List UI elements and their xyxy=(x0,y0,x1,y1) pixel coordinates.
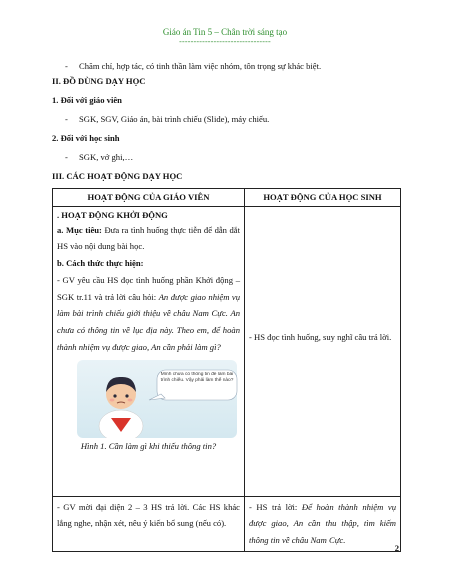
gv-task-2: - GV mời đại diện 2 – 3 HS trả lời. Các HS khác lắng nghe, nhận xét, nêu ý kiến bổ sung (nếu có). xyxy=(57,501,240,529)
teacher-item: - SGK, SGV, Giáo án, bài trình chiếu (Slide), máy chiếu. xyxy=(65,114,270,124)
table-row xyxy=(53,206,401,496)
table-row xyxy=(53,496,401,551)
objective: a. Mục tiêu: Đưa ra tình huống thực tiễn để dẫn dắt HS vào nội dung bài học. xyxy=(57,224,241,252)
teacher-heading: 1. Đối với giáo viên xyxy=(52,95,122,105)
student-cell xyxy=(245,496,401,551)
student-item: - SGK, vở ghi,… xyxy=(65,152,134,162)
teacher-column-header: HOẠT ĐỘNG CỦA GIÁO VIÊN xyxy=(53,189,245,207)
activity-title: . HOẠT ĐỘNG KHỞI ĐỘNG xyxy=(57,209,168,220)
table-header-row xyxy=(53,189,401,207)
document-title: Giáo án Tin 5 – Chân trời sáng tạo xyxy=(162,27,288,37)
page-header xyxy=(0,27,450,47)
student-cell xyxy=(245,206,401,496)
student-column-header: HOẠT ĐỘNG CỦA HỌC SINH xyxy=(245,189,401,207)
teacher-cell xyxy=(53,206,245,496)
section-3-heading: III. CÁC HOẠT ĐỘNG DẠY HỌC xyxy=(52,171,183,181)
speech-bubble-text: Mình chưa có thông tin để làm bài trình chiếu. Vậy phải làm thế nào? xyxy=(160,371,234,384)
activities-table xyxy=(52,188,401,552)
method-label: b. Cách thức thực hiện: xyxy=(57,258,144,269)
section-2-heading: II. ĐỒ DÙNG DẠY HỌC xyxy=(52,76,146,86)
teacher-cell xyxy=(53,496,245,551)
student-heading: 2. Đối với học sinh xyxy=(52,133,120,143)
intro-bullet: - Chăm chỉ, hợp tác, có tinh thần làm việc nhóm, tôn trọng sự khác biệt. xyxy=(65,61,322,71)
illustration xyxy=(57,360,240,438)
figure-caption: Hình 1. Cần làm gì khi thiếu thông tin? xyxy=(80,440,217,451)
hs-response-1: - HS đọc tình huống, suy nghĩ câu trả lời. xyxy=(249,331,392,342)
header-underline: -------------------------------- xyxy=(179,37,271,47)
gv-task-1: - GV yêu cầu HS đọc tình huống phần Khởi động – SGK tr.11 và trả lời câu hỏi: An được giao nhiệm vụ làm bài trình chiếu giới thiệu về châu Nam Cực. An chưa có thông tin về lục địa này. Theo em, để hoàn thành nhiệm vụ được giao, An cần phải làm gì? xyxy=(57,274,241,352)
hs-response-2: - HS trả lời: Để hoàn thành nhiệm vụ được giao, An cần thu thập, tìm kiếm thông tin về châu Nam Cực. xyxy=(249,501,396,546)
document-body xyxy=(52,61,400,552)
student-illustration xyxy=(57,360,249,438)
page-number: 2 xyxy=(394,543,399,554)
